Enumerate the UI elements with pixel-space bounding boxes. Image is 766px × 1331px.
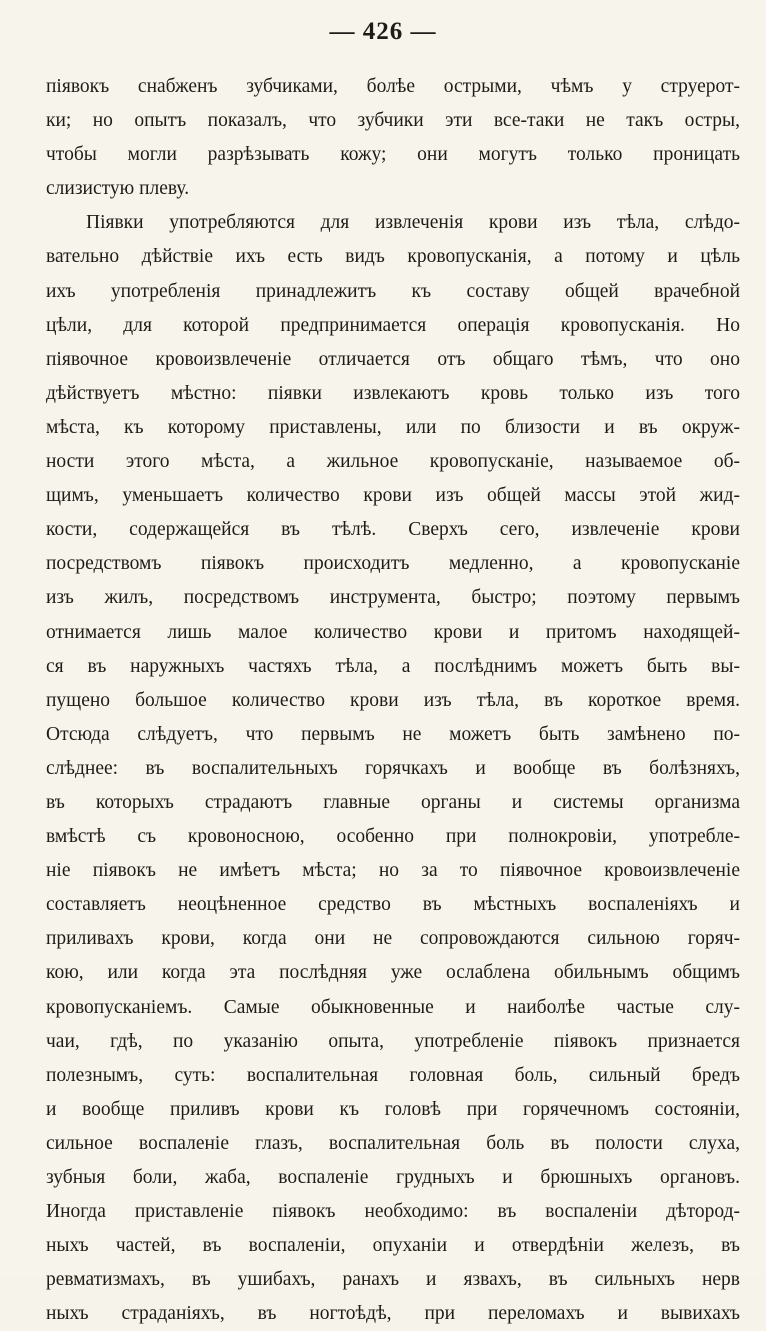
text-line: посредствомъ піявокъ происходитъ медленно, а кровопусканіе [46,553,740,575]
text-line: составляетъ неоцѣненное средство въ мѣстныхъ воспаленіяхъ и [46,894,740,916]
text-line: щимъ, уменьшаетъ количество крови изъ общей массы этой жид- [46,485,740,507]
text-line: въ которыхъ страдаютъ главные органы и системы организма [46,791,740,813]
text-line: слѣднее: въ воспалительныхъ горячкахъ и вообще въ болѣзняхъ, [46,757,740,779]
text-line: ныхъ страданіяхъ, въ ногтоѣдѣ, при переломахъ и вывихахъ [46,1303,740,1325]
text-line: и вообще приливъ крови къ головѣ при горячечномъ состояніи, [46,1098,740,1120]
text-line: ки; но опытъ показалъ, что зубчики эти все-таки не такъ остры, [46,110,740,132]
text-line: ніе піявокъ не имѣетъ мѣста; но за то піявочное кровоизвлеченіе [46,860,740,882]
text-line: піявокъ снабженъ зубчиками, болѣе острыми, чѣмъ у струерот- [46,76,740,97]
text-line: полезнымъ, суть: воспалительная головная боль, сильный бредъ [46,1064,740,1086]
text-line: вмѣстѣ съ кровоносною, особенно при полнокровіи, употребле- [46,826,740,848]
text-line: піявочное кровоизвлеченіе отличается отъ общаго тѣмъ, что оно [46,348,740,370]
text-line: вательно дѣйствіе ихъ есть видъ кровопусканія, а потому и цѣль [46,246,740,268]
body-text [46,70,740,1331]
text-line: кою, или когда эта послѣдняя уже ослаблена обильнымъ общимъ [46,962,740,984]
text-line: ся въ наружныхъ частяхъ тѣла, а послѣднимъ можетъ быть вы- [46,655,740,677]
text-line: сильное воспаленіе глазъ, воспалительная боль въ полости слуха, [46,1132,740,1154]
text-line: ревматизмахъ, въ ушибахъ, ранахъ и язвахъ, въ сильныхъ нерв [46,1269,740,1291]
text-line: ности этого мѣста, а жильное кровопусканіе, называемое об- [46,451,740,473]
text-line: приливахъ крови, когда они не сопровождаются сильною горяч- [46,928,740,950]
text-line: цѣли, для которой предпринимается операція кровопусканія. Но [46,314,740,336]
text-line: изъ жилъ, посредствомъ инструмента, быстро; поэтому первымъ [46,587,740,609]
text-line: мѣста, къ которому приставлены, или по близости и въ окруж- [46,416,740,438]
text-line: Отсюда слѣдуетъ, что первымъ не можетъ быть замѣнено по- [46,723,740,745]
text-line: слизистую плеву. [46,178,190,200]
text-line: кости, содержащейся въ тѣлѣ. Сверхъ сего, извлеченіе крови [46,519,740,541]
text-line: дѣйствуетъ мѣстно: піявки извлекаютъ кровь только изъ того [46,382,740,404]
text-line: зубныя боли, жаба, воспаленіе грудныхъ и брюшныхъ органовъ. [46,1167,740,1188]
text-line: кровопусканіемъ. Самые обыкновенные и наиболѣе частые слу- [46,996,740,1018]
text-line: ихъ употребленія принадлежитъ къ составу общей врачебной [46,280,740,302]
text-line: Піявки употребляются для извлеченія крови изъ тѣла, слѣдо- [86,212,740,234]
text-line: пущено большое количество крови изъ тѣла, въ короткое время. [46,689,740,711]
text-line: ныхъ частей, въ воспаленіи, опуханіи и отвердѣніи железъ, въ [46,1235,740,1257]
text-line: Иногда приставленіе піявокъ необходимо: въ воспаленіи дѣтород- [46,1201,740,1223]
page-number: — 426 — [329,18,437,45]
text-line: чаи, гдѣ, по указанію опыта, употребленіе піявокъ признается [46,1030,740,1052]
text-line: чтобы могли разрѣзывать кожу; они могутъ только проницать [46,144,740,166]
text-line: отнимается лишь малое количество крови и притомъ находящей- [46,621,740,643]
